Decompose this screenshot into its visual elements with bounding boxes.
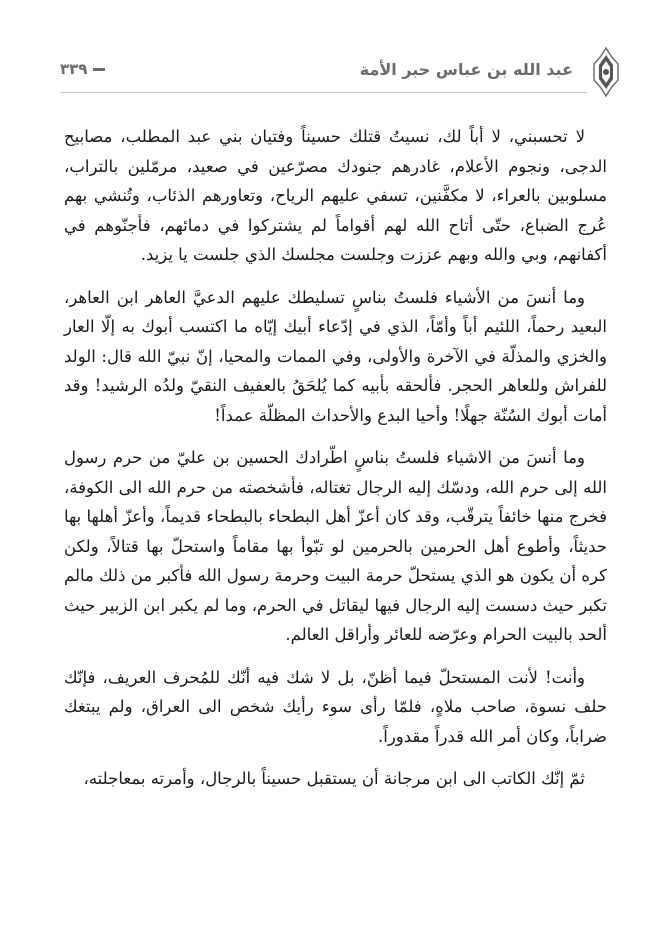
lantern-ornament-icon — [591, 46, 621, 98]
paragraph-2: وما أنسَ من الأشياء فلستُ بناسٍ تسليطك عليهم الدعيَّ العاهر ابن العاهر، البعيد رحماً، اللئيم أباً وأمّاً، الذي في إدّعاء أبيك إيّاه ما اكتسب أبوك به إلّا العار والخزي والمذلّة في الآخرة والأولى، وفي الممات والمحيا، إنّ نبيّ الله قال: الولد للفراش وللعاهر الحجر. فألحقه بأبيه كما يُلحَقُ بالعفيف النقيّ ولدُه الرشيد! وقد أمات أبوك السُنّة جهلًا! وأحيا البدع والأحداث المظلّة عمداً! — [64, 287, 607, 425]
page-header — [60, 46, 621, 98]
paragraph-5: ثمّ إنّك الكاتب الى ابن مرجانة أن يستقبل حسيناً بالرجال، وأمرته بمعاجلته، — [83, 769, 585, 788]
page-number-dash — [93, 68, 105, 71]
paragraph-4: وأنت! لأنت المستحلّ فيما أظنّ، بل لا شك فيه أنّك للمُحرف العريف، فإنّك حلف نسوة، صاحب ملاهٍ، فلمّا رأى سوء رأيك شخص الى العراق، ولم يبتغك ضراباً، وكان أمر الله قدراً مقدوراً. — [64, 667, 607, 746]
paragraph-1: لا تحسبني، لا أباً لك، نسيتُ قتلك حسيناً وفتيان بني عبد المطلب، مصابيح الدجى، ونجوم الأعلام، غادرهم جنودك مصرّعين في صعيد، مرمّلين بالتراب، مسلوبين بالعراء، لا مكفَّنين، تسفي عليهم الرياح، وتعاورهم الذئاب، وتُنشي بهم عُرج الضباع، حتّى أتاح الله لهم أقواماً لم يشتركوا في دمائهم، فأجنّوهم في أكفانهم، وبي والله وبهم عززت وجلست مجلسك الذي جلست يا يزيد. — [64, 127, 607, 264]
header-rule — [60, 92, 587, 93]
paragraph-3: وما أنسَ من الاشياء فلستُ بناسٍ اطّرادك الحسين بن عليّ من حرم رسول الله إلى حرم الله، ودسّك إليه الرجال تغتاله، فأشخصته من حرم الله الى الكوفة، فخرج منها خائفاً يترقّب، وقد كان أعزّ أهل البطحاء بالبطحاء قديماً، وأعزّ أهلها بها حديثاً، وأطوع أهل الحرمين بالحرمين لو تبّوأ بها مقاماً واستحلّ بها قتالاً، ولكن كره أن يكون هو الذي يستحلّ حرمة البيت وحرمة رسول الله فأكبر من ذلك مالم تكبر حيث دسست إليه الرجال فيها ليقاتل في الحرم، وما لم يكبر ابن الزبير حيث ألحد بالبيت الحرام وعرّضه للعائر وأراقل العالم. — [64, 448, 607, 644]
running-title: عبد الله بن عباس حبر الأمة — [359, 60, 573, 79]
page-number — [60, 60, 105, 78]
body-text — [64, 122, 607, 807]
page-number-text: ٣٣٩ — [60, 60, 88, 78]
